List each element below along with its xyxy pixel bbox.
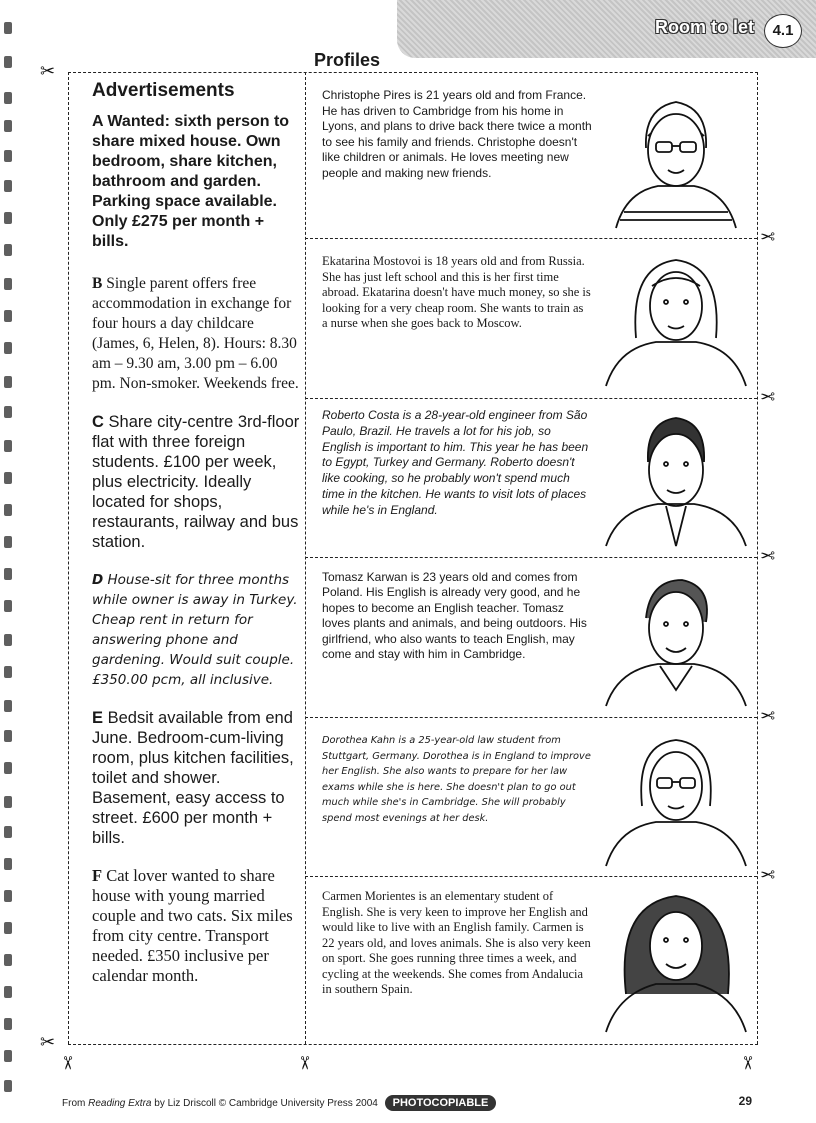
unit-header bbox=[397, 0, 816, 58]
cut-line-profile-1 bbox=[305, 238, 757, 239]
scissors-icon: ✂ bbox=[760, 706, 776, 726]
advert-letter: E bbox=[92, 709, 104, 727]
cut-line-profile-2 bbox=[305, 398, 757, 399]
footer-credit-prefix: From bbox=[62, 1098, 89, 1109]
unit-title: Room to let bbox=[655, 17, 754, 37]
cut-line-left bbox=[68, 72, 69, 1044]
scissors-icon: ✂ bbox=[40, 61, 56, 81]
scissors-icon: ✂ bbox=[294, 1055, 315, 1071]
portrait-carmen bbox=[596, 884, 756, 1036]
scissors-icon: ✂ bbox=[760, 546, 776, 566]
scissors-icon: ✂ bbox=[760, 227, 776, 247]
page-number: 29 bbox=[738, 1094, 752, 1108]
profile-dorothea: Dorothea Kahn is a 25-year-old law student from Stuttgart, Germany. Dorothea is in England to improve her English. She also wants to prepare for her law exams while she is here. She doesn't plan to go out much while she's in Cambridge. She will probably spend most evenings at her desk. bbox=[322, 735, 591, 824]
profile-tomasz: Tomasz Karwan is 23 years old and comes from Poland. His English is already very good, and he hopes to become an English teacher. Tomasz loves plants and animals, and being outdoors. His girlfriend, who also wants to teach English, may come and stay with him in Cambridge. bbox=[322, 570, 587, 662]
page-footer bbox=[62, 1095, 762, 1111]
advert-text: Bedsit available from end June. Bedroom-cum-living room, plus kitchen facilities, toilet and shower. Basement, easy access to street. £600 per month + bills. bbox=[92, 709, 294, 847]
advert-letter: C bbox=[92, 413, 104, 431]
cut-line-bottom bbox=[68, 1044, 758, 1045]
cut-line-middle bbox=[305, 72, 306, 1044]
advert-text: Cat lover wanted to share house with young married couple and two cats. Six miles from city centre. Transport needed. £350 inclusive per calendar month. bbox=[92, 866, 293, 985]
portrait-dorothea bbox=[596, 726, 756, 872]
footer-book-title: Reading Extra bbox=[88, 1098, 152, 1109]
cut-line-profile-4 bbox=[305, 717, 757, 718]
profile-ekatarina: Ekatarina Mostovoi is 18 years old and from Russia. She has just left school and this is her first time abroad. Ekatarina doesn't have much money, so she is looking for a very cheap room. She wants to train as a nurse when she goes back to Moscow. bbox=[322, 254, 591, 331]
advert-a bbox=[92, 112, 300, 252]
portrait-roberto bbox=[596, 406, 756, 552]
scissors-icon: ✂ bbox=[40, 1032, 56, 1052]
advert-c bbox=[92, 412, 300, 552]
advert-text: Wanted: sixth person to share mixed house. Own bedroom, share kitchen, bathroom and garden. Parking space available. Only £275 per month + bills. bbox=[92, 113, 290, 250]
cut-line-profile-3 bbox=[305, 557, 757, 558]
binder-margin bbox=[0, 0, 22, 1123]
advert-letter: B bbox=[92, 275, 103, 292]
advertisements-column bbox=[92, 80, 300, 1004]
advert-letter: A bbox=[92, 113, 103, 130]
advert-b bbox=[92, 274, 300, 394]
scissors-icon: ✂ bbox=[760, 387, 776, 407]
footer-credit-suffix: by Liz Driscoll © Cambridge University Press 2004 bbox=[151, 1098, 378, 1109]
scissors-icon: ✂ bbox=[57, 1055, 78, 1071]
profile-carmen: Carmen Morientes is an elementary student of English. She is very keen to improve her English and would like to live with an English family. Carmen is 22 years old, and loves animals. She is also very keen on sport. She goes running three times a week, and cycling at the weekends. She comes from Andalucia in southern Spain. bbox=[322, 889, 591, 996]
portrait-christophe bbox=[596, 88, 756, 234]
unit-number-badge: 4.1 bbox=[764, 14, 802, 48]
scissors-icon: ✂ bbox=[760, 865, 776, 885]
profile-christophe: Christophe Pires is 21 years old and from France. He has driven to Cambridge from his home in Lyons, and plans to drive back there twice a month to see his family and friends. Christophe doesn't like children or animals. He loves meeting new people and making new friends. bbox=[322, 88, 592, 180]
portrait-ekatarina bbox=[596, 246, 756, 392]
profiles-heading: Profiles bbox=[314, 50, 381, 70]
advertisements-heading: Advertisements bbox=[92, 80, 235, 101]
scissors-icon: ✂ bbox=[737, 1055, 758, 1071]
advert-text: House-sit for three months while owner is away in Turkey. Cheap rent in return for answering phone and gardening. Would suit couple. £350.00 pcm, all inclusive. bbox=[92, 572, 298, 688]
advert-letter: D bbox=[92, 572, 104, 588]
cut-line-top bbox=[68, 72, 758, 73]
advert-f bbox=[92, 866, 300, 986]
footer-credit bbox=[62, 1098, 378, 1109]
advert-e bbox=[92, 708, 300, 848]
profile-roberto: Roberto Costa is a 28-year-old engineer from São Paulo, Brazil. He travels a lot for his job, so English is important to him. This year he has been to Egypt, Turkey and Germany. Roberto doesn't like cooking, so he probably won't spend much time in the kitchen. He wants to visit lots of places while he's in England. bbox=[322, 408, 589, 517]
advert-text: Single parent offers free accommodation in exchange for four hours a day childcare (James, 6, Helen, 8). Hours: 8.30 am – 9.30 am, 3.00 pm – 6.00 pm. Non-smoker. Weekends free. bbox=[92, 275, 299, 392]
portrait-tomasz bbox=[596, 566, 756, 712]
cut-line-right bbox=[757, 72, 758, 1044]
advert-letter: F bbox=[92, 866, 103, 885]
advert-d bbox=[92, 570, 300, 690]
cut-line-profile-5 bbox=[305, 876, 757, 877]
advert-text: Share city-centre 3rd-floor flat with three foreign students. £100 per week, plus electricity. Ideally located for shops, restaurants, railway and bus station. bbox=[92, 413, 300, 551]
photocopiable-badge: PHOTOCOPIABLE bbox=[385, 1095, 497, 1111]
